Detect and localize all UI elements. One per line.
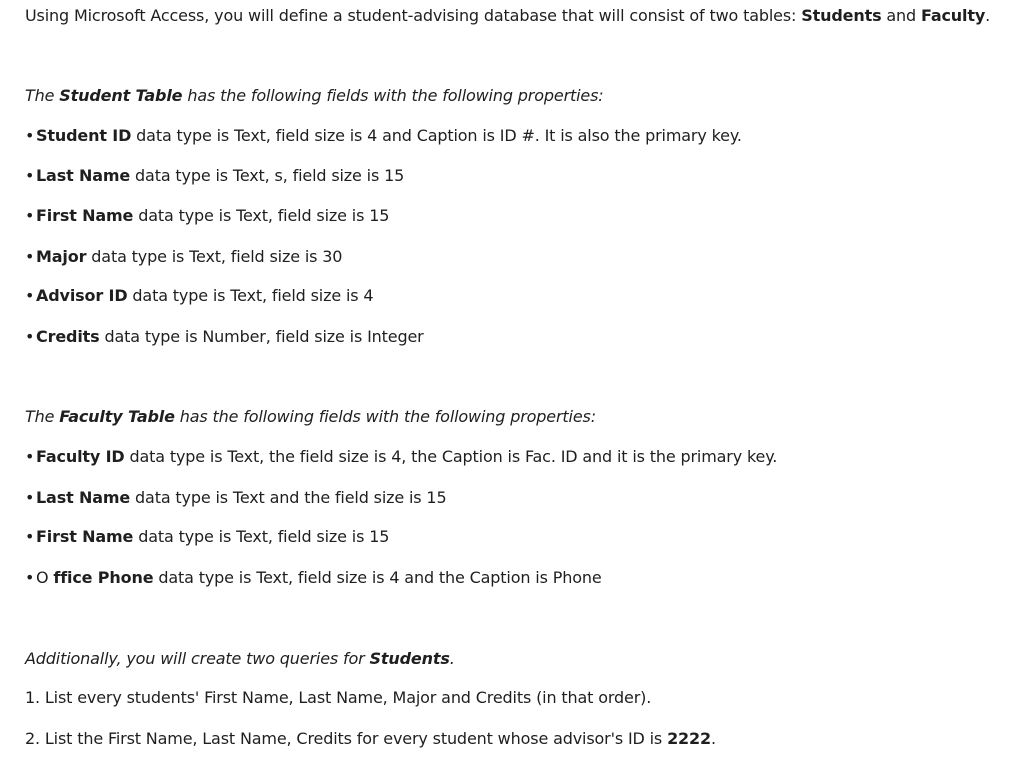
query-1-text: 1. List every students' First Name, Last Name, Major and Credits (in that order). bbox=[25, 688, 652, 707]
field-desc: data type is Text, s, field size is 15 bbox=[130, 166, 405, 185]
list-item bbox=[25, 247, 342, 267]
queries-heading bbox=[25, 649, 455, 669]
field-desc: data type is Text, the field size is 4, the Caption is Fac. ID and it is the primary key. bbox=[124, 447, 778, 466]
query-item-1 bbox=[25, 688, 651, 708]
list-item bbox=[25, 166, 404, 186]
field-name: First Name bbox=[36, 527, 134, 546]
list-item bbox=[25, 126, 742, 146]
query-2-advisor-id: 2222 bbox=[667, 729, 711, 748]
list-item bbox=[25, 488, 447, 508]
field-name: Last Name bbox=[36, 488, 131, 507]
student-heading-bold: Student Table bbox=[59, 86, 183, 105]
field-name: First Name bbox=[36, 206, 134, 225]
field-desc: data type is Text, field size is 15 bbox=[133, 527, 390, 546]
query-item-2 bbox=[25, 729, 716, 749]
intro-faculty-bold: Faculty bbox=[920, 6, 986, 25]
intro-paragraph bbox=[25, 6, 990, 26]
bullet-marker: • bbox=[25, 247, 35, 266]
query-2-text: 2. List the First Name, Last Name, Credits for every student whose advisor's ID is bbox=[25, 729, 668, 748]
list-item bbox=[25, 286, 373, 306]
intro-period: . bbox=[985, 6, 991, 25]
field-desc: data type is Text, field size is 4 and Caption is ID #. It is also the primary key. bbox=[131, 126, 742, 145]
list-item bbox=[25, 327, 424, 347]
query-2-period: . bbox=[711, 729, 716, 748]
field-name: Credits bbox=[36, 327, 100, 346]
bullet-marker: • bbox=[25, 568, 35, 587]
bullet-marker: • bbox=[25, 447, 35, 466]
intro-and: and bbox=[881, 6, 921, 25]
field-desc: data type is Text, field size is 15 bbox=[133, 206, 390, 225]
bullet-marker: • bbox=[25, 527, 35, 546]
bullet-marker: • bbox=[25, 206, 35, 225]
bullet-marker: • bbox=[25, 327, 35, 346]
intro-text: Using Microsoft Access, you will define a student-advising database that will consist of two tables: bbox=[25, 6, 802, 25]
field-name: Student ID bbox=[36, 126, 132, 145]
student-heading-pre: The bbox=[25, 86, 60, 105]
faculty-heading-bold: Faculty Table bbox=[59, 407, 175, 426]
field-desc: data type is Number, field size is Integer bbox=[99, 327, 424, 346]
intro-students-bold: Students bbox=[801, 6, 882, 25]
field-name: Faculty ID bbox=[36, 447, 125, 466]
list-item bbox=[25, 447, 777, 467]
field-name: Major bbox=[36, 247, 87, 266]
student-heading-post: has the following fields with the following properties: bbox=[182, 86, 604, 105]
student-table-heading bbox=[25, 86, 604, 106]
queries-heading-post: . bbox=[449, 649, 455, 668]
field-name: ffice Phone bbox=[53, 568, 154, 587]
field-name: Last Name bbox=[36, 166, 131, 185]
field-name-prefix: O bbox=[36, 568, 54, 587]
bullet-marker: • bbox=[25, 286, 35, 305]
faculty-heading-pre: The bbox=[25, 407, 60, 426]
field-desc: data type is Text, field size is 4 bbox=[127, 286, 374, 305]
faculty-heading-post: has the following fields with the following properties: bbox=[174, 407, 596, 426]
list-item bbox=[25, 206, 389, 226]
field-desc: data type is Text and the field size is 15 bbox=[130, 488, 447, 507]
queries-heading-pre: Additionally, you will create two queries for bbox=[25, 649, 370, 668]
list-item bbox=[25, 527, 389, 547]
field-name: Advisor ID bbox=[36, 286, 128, 305]
bullet-marker: • bbox=[25, 166, 35, 185]
field-desc: data type is Text, field size is 4 and the Caption is Phone bbox=[153, 568, 602, 587]
queries-heading-bold: Students bbox=[369, 649, 450, 668]
field-desc: data type is Text, field size is 30 bbox=[86, 247, 343, 266]
bullet-marker: • bbox=[25, 126, 35, 145]
bullet-marker: • bbox=[25, 488, 35, 507]
list-item bbox=[25, 568, 602, 588]
faculty-table-heading bbox=[25, 407, 596, 427]
